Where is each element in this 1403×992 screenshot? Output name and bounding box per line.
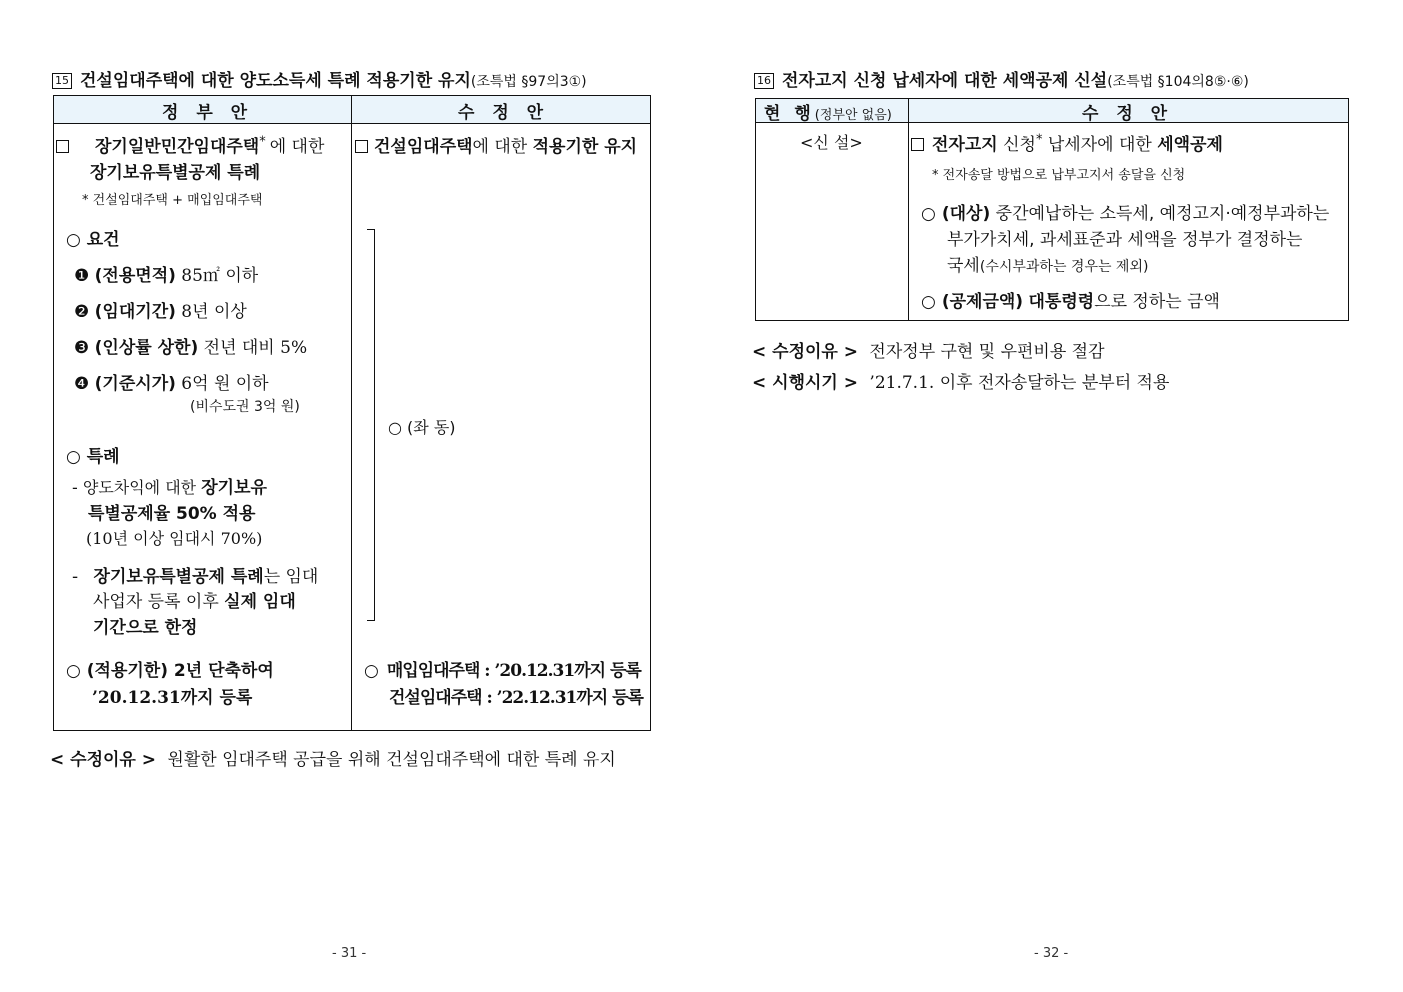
footnote-star: *	[259, 134, 266, 150]
title-text: 건설임대주택에 대한 양도소득세 특례 적용기한 유지	[80, 71, 471, 91]
header-current-label: 현 행	[764, 104, 815, 124]
sp2-text: 는 임대	[263, 567, 319, 587]
num-1-icon: ❶	[74, 266, 90, 286]
header-current	[764, 99, 892, 124]
dash: -	[72, 567, 79, 587]
req3-value: 전년 대비 5%	[203, 338, 308, 358]
rev-deadline	[364, 656, 641, 681]
rev-target-line2: 부가가치세, 과세표준과 세액을 정부가 결정하는	[947, 230, 1303, 250]
page-number-left: - 31 -	[332, 946, 367, 961]
title-note: (조특법 §97의3①)	[470, 74, 587, 90]
right-effective	[752, 368, 1169, 393]
right-reason	[752, 337, 1105, 362]
target-a: 중간예납하는 소득세, 예정고지·예정부과하는	[995, 204, 1330, 224]
amount-bold: 대통령령	[1028, 292, 1095, 312]
num-4-icon: ❹	[74, 374, 90, 394]
checkbox-icon	[56, 140, 69, 153]
rev-item1	[355, 132, 637, 157]
gov-deadline-cont: ’20.12.31까지 등록	[92, 688, 253, 708]
circle-bullet: ○	[921, 292, 936, 312]
gov-special-2	[72, 562, 318, 587]
item1-bold: 장기일반민간임대주택	[95, 137, 260, 157]
rev-deadline-a: 매입임대주택 : ’20.12.31까지 등록	[386, 661, 641, 681]
req2-label: (임대기간)	[94, 302, 176, 322]
rev-target-line3	[947, 251, 1148, 276]
rev-amount	[921, 287, 1220, 312]
amount-text: 으로 정하는 금액	[1094, 292, 1220, 312]
gov-item1	[56, 132, 324, 157]
rev-item1-text: 에 대한	[472, 137, 528, 157]
gov-req2	[74, 297, 247, 322]
effective-text: ’21.7.1. 이후 전자송달하는 분부터 적용	[869, 373, 1170, 393]
req2-value: 8년 이상	[181, 302, 247, 322]
gov-special-label: ○ 특례	[66, 447, 120, 467]
req1-value: 85㎡ 이하	[181, 266, 259, 286]
sp2-d: 실제 임대	[224, 592, 296, 612]
gov-special-1	[72, 473, 267, 498]
left-reason	[50, 745, 616, 770]
amount-label: (공제금액)	[941, 292, 1024, 312]
header-revision-right: 수 정 안	[1082, 104, 1174, 124]
rev-item1-bold2: 적용기한 유지	[532, 137, 638, 157]
num-3-icon: ❸	[74, 338, 90, 358]
footnote-star: *	[1035, 132, 1043, 148]
effective-label: < 시행시기 >	[752, 373, 859, 393]
gov-deadline: ○ (적용기한) 2년 단축하여	[66, 661, 274, 681]
circle-bullet: ○	[364, 661, 379, 681]
gov-special-1-note: (10년 이상 임대시 70%)	[86, 529, 263, 548]
rev-item1-bold: 건설임대주택	[374, 137, 473, 157]
cur-new: <신 설>	[800, 133, 863, 152]
reason-label: < 수정이유 >	[50, 750, 157, 770]
item-bold: 전자고지	[932, 135, 998, 155]
req4-value: 6억 원 이하	[181, 374, 269, 394]
req3-label: (인상률 상한)	[94, 338, 199, 358]
gov-req3	[74, 333, 307, 358]
sp1-text: - 양도차익에 대한	[72, 478, 197, 497]
req4-label: (기준시가)	[94, 374, 176, 394]
title-note: (조특법 §104의8⑤·⑥)	[1107, 74, 1249, 90]
sp2-bold: 장기보유특별공제 특례	[93, 567, 264, 587]
header-gov-proposal: 정 부 안	[162, 103, 254, 123]
reason-text: 전자정부 구현 및 우편비용 절감	[869, 342, 1105, 362]
header-current-note: (정부안 없음)	[814, 108, 892, 123]
circle-bullet: ○	[921, 204, 936, 224]
header-revision: 수 정 안	[458, 103, 550, 123]
item-text2: 납세자에 대한	[1047, 135, 1152, 155]
item-bold2: 세액공제	[1157, 135, 1223, 155]
rev-target	[921, 199, 1329, 224]
rev-deadline-cont: 건설임대주택 : ’22.12.31까지 등록	[389, 688, 643, 708]
same-as-left-bracket	[367, 229, 375, 621]
rev-same: ○ (좌 동)	[388, 418, 456, 437]
gov-req4	[74, 369, 269, 394]
left-section-title	[52, 66, 587, 91]
gov-footnote: * 건설임대주택 + 매입임대주택	[82, 193, 263, 208]
sp2-c: 사업자 등록 이후	[93, 592, 219, 612]
target-label: (대상)	[941, 204, 991, 224]
page-number-right: - 32 -	[1034, 946, 1069, 961]
req1-label: (전용면적)	[94, 266, 176, 286]
gov-special-2-line2	[93, 587, 296, 612]
right-section-title	[754, 66, 1249, 91]
sp1-bold: 장기보유	[201, 478, 267, 498]
gov-special-1-cont: 특별공제율 50% 적용	[88, 504, 256, 524]
target-c: 국세	[947, 256, 980, 276]
checkbox-icon	[911, 138, 924, 151]
gov-requirements-label: ○ 요건	[66, 230, 120, 250]
target-note: (수시부과하는 경우는 제외)	[979, 259, 1149, 275]
item1-text: 에 대한	[269, 137, 325, 157]
item-text: 신청	[1003, 135, 1036, 155]
gov-req4-note: (비수도권 3억 원)	[190, 399, 300, 415]
rev-right-item	[911, 130, 1223, 155]
num-2-icon: ❷	[74, 302, 90, 322]
section-number-badge: 16	[754, 73, 774, 89]
title-text: 전자고지 신청 납세자에 대한 세액공제 신설	[782, 71, 1108, 91]
gov-req1	[74, 261, 258, 286]
gov-item1-cont: 장기보유특별공제 특례	[90, 163, 261, 183]
checkbox-icon	[355, 140, 368, 153]
reason-label: < 수정이유 >	[752, 342, 859, 362]
rev-right-footnote: * 전자송달 방법으로 납부고지서 송달을 신청	[932, 168, 1186, 183]
reason-text: 원활한 임대주택 공급을 위해 건설임대주택에 대한 특례 유지	[167, 750, 616, 770]
gov-special-2-line3: 기간으로 한정	[93, 618, 198, 638]
section-number-badge: 15	[52, 73, 72, 89]
left-table-header-bg	[54, 96, 650, 123]
